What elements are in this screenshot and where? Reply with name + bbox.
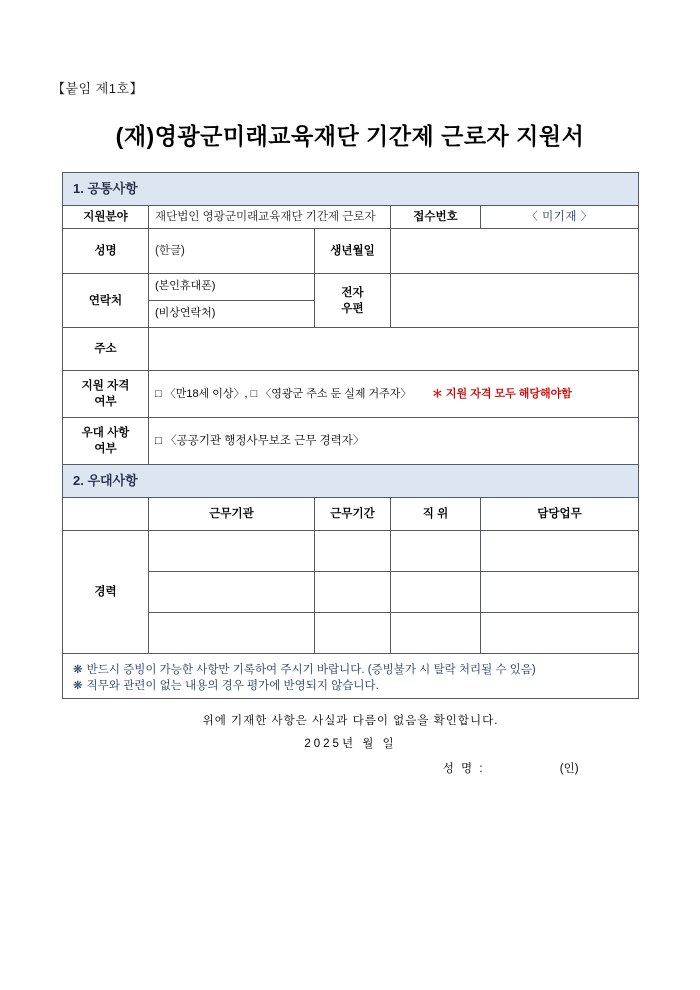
section2-heading-row — [63, 465, 639, 498]
field-value-contact — [149, 274, 315, 328]
date-row — [63, 733, 639, 758]
qualification-checkboxes[interactable]: □ 〈만18세 이상〉, □ 〈영광군 주소 둔 실제 거주자〉 — [155, 387, 412, 400]
field-label-preference — [63, 418, 149, 465]
declaration-text: 위에 기재한 사항은 사실과 다름이 없음을 확인합니다. — [202, 715, 499, 728]
career-header-row — [63, 498, 639, 531]
application-form-table — [62, 172, 639, 792]
field-label-applied-area: 지원분야 — [63, 206, 149, 229]
table-row — [63, 206, 639, 229]
footer-notes — [63, 654, 639, 699]
field-label-email-line2: 우편 — [341, 302, 364, 315]
career-cell-institution[interactable] — [149, 613, 315, 654]
footer-note-2-line — [73, 678, 628, 694]
contact-mobile-field[interactable]: (본인휴대폰) — [149, 274, 314, 301]
field-label-qualification — [63, 371, 149, 418]
table-row — [63, 418, 639, 465]
footer-note-1-line — [73, 662, 628, 678]
field-label-preference-line1: 우대 사항 — [81, 427, 130, 439]
declaration-row — [63, 699, 639, 734]
table-row — [63, 274, 639, 328]
section2-heading: 2. 우대사항 — [63, 465, 639, 498]
field-label-qualification-line2: 여부 — [94, 396, 117, 409]
signature-line — [63, 758, 639, 791]
field-value-email[interactable] — [391, 274, 639, 328]
career-cell-position[interactable] — [391, 531, 481, 572]
footer-note-2: 직무와 관련이 없는 내용의 경우 평가에 반영되지 않습니다. — [86, 680, 379, 693]
career-col-duty: 담당업무 — [481, 498, 639, 531]
table-row — [63, 572, 639, 613]
career-cell-position[interactable] — [391, 613, 481, 654]
field-label-email — [315, 274, 391, 328]
career-col-institution: 근무기관 — [149, 498, 315, 531]
preference-checkboxes[interactable]: □ 〈공공기관 행정사무보조 근무 경력자〉 — [149, 418, 639, 465]
field-label-birthdate: 생년월일 — [315, 229, 391, 274]
footer-notes-row — [63, 654, 639, 699]
contact-emergency-field[interactable]: (비상연락처) — [155, 307, 216, 320]
career-cell-position[interactable] — [391, 572, 481, 613]
attachment-label: 【붙임 제1호】 — [52, 81, 144, 96]
date-line[interactable]: 2025년 월 일 — [304, 738, 397, 751]
career-cell-institution[interactable] — [149, 572, 315, 613]
field-value-applied-area: 재단법인 영광군미래교육재단 기간제 근로자 — [149, 206, 391, 229]
field-label-qualification-line1: 지원 자격 — [81, 380, 130, 392]
footer-note-1: 반드시 증빙이 가능한 사항만 기록하여 주시기 바랍니다. (증빙불가 시 탈락 처리될 수 있음) — [86, 664, 536, 677]
career-col-position: 직 위 — [391, 498, 481, 531]
section1-heading-row — [63, 173, 639, 206]
field-label-receipt-no: 접수번호 — [391, 206, 481, 229]
table-row — [63, 531, 639, 572]
note-mark-icon: ❋ — [73, 664, 83, 677]
career-cell-duty[interactable] — [481, 531, 639, 572]
signature-row — [63, 758, 639, 791]
field-value-receipt-no: 〈 미기재 〉 — [481, 206, 639, 229]
field-value-address[interactable] — [149, 328, 639, 371]
table-row — [63, 229, 639, 274]
field-label-contact: 연락처 — [63, 274, 149, 328]
qualification-note: ＊ 지원 자격 모두 해당해야함 — [431, 387, 572, 400]
table-row — [63, 371, 639, 418]
page-title: (재)영광군미래교육재단 기간제 근로자 지원서 — [115, 123, 585, 149]
table-row — [63, 613, 639, 654]
career-cell-period[interactable] — [315, 572, 391, 613]
signature-label: 성 명 : — [442, 763, 485, 776]
table-row — [63, 328, 639, 371]
field-value-birthdate[interactable] — [391, 229, 639, 274]
field-value-qualification — [149, 371, 639, 418]
section1-heading: 1. 공통사항 — [63, 173, 639, 206]
career-cell-duty[interactable] — [481, 572, 639, 613]
field-label-name: 성명 — [63, 229, 149, 274]
field-value-name[interactable]: (한글) — [149, 229, 315, 274]
career-cell-institution[interactable] — [149, 531, 315, 572]
career-row-label: 경력 — [63, 531, 149, 654]
career-col-0 — [63, 498, 149, 531]
field-label-preference-line2: 여부 — [94, 443, 117, 456]
seal-label: (인) — [559, 763, 579, 776]
note-mark-icon: ❋ — [73, 680, 83, 693]
field-label-address: 주소 — [63, 328, 149, 371]
field-label-email-line1: 전자 — [341, 286, 364, 299]
career-cell-period[interactable] — [315, 613, 391, 654]
career-cell-period[interactable] — [315, 531, 391, 572]
career-col-period: 근무기간 — [315, 498, 391, 531]
career-cell-duty[interactable] — [481, 613, 639, 654]
